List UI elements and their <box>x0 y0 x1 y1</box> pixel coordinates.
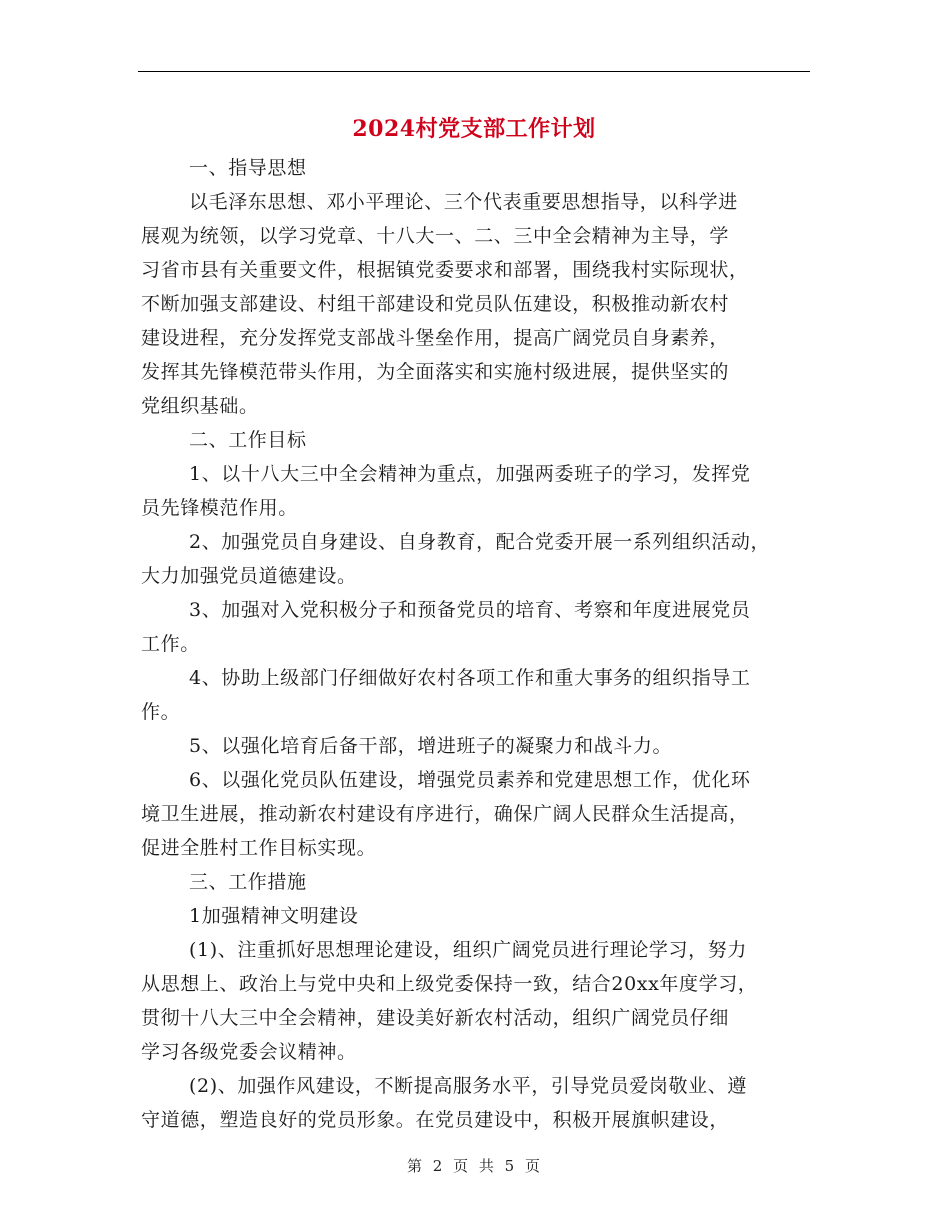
text-line: 习省市县有关重要文件，根据镇党委要求和部署，围绕我村实际现状， <box>141 259 749 281</box>
text-line: 贯彻十八大三中全会精神，建设美好新农村活动，组织广阔党员仔细 <box>141 1007 730 1029</box>
text-line: 建设进程，充分发挥党支部战斗堡垒作用，提高广阔党员自身素养， <box>141 327 730 349</box>
page-number-footer: 第 2 页 共 5 页 <box>407 1157 543 1175</box>
text-line: 作。 <box>141 701 181 723</box>
text-line: 党组织基础。 <box>141 395 259 417</box>
text-line: (2)、加强作风建设，不断提高服务水平，引导党员爱岗敬业、遵 <box>189 1075 747 1097</box>
document-body <box>141 151 811 1137</box>
text-line: (1)、注重抓好思想理论建设，组织广阔党员进行理论学习，努力 <box>189 939 747 961</box>
text-line: 不断加强支部建设、村组干部建设和党员队伍建设，积极推动新农村 <box>141 293 730 315</box>
text-line: 1、以十八大三中全会精神为重点，加强两委班子的学习，发挥党 <box>189 463 751 485</box>
text-line: 以毛泽东思想、邓小平理论、三个代表重要思想指导，以科学进 <box>189 191 738 213</box>
text-line: 境卫生进展，推动新农村建设有序进行，确保广阔人民群众生活提高， <box>141 803 749 825</box>
text-line: 学习各级党委会议精神。 <box>141 1041 357 1063</box>
text-line: 5、以强化培育后备干部，增进班子的凝聚力和战斗力。 <box>189 735 673 757</box>
document-title: 2024村党支部工作计划 <box>352 116 596 142</box>
text-line: 展观为统领，以学习党章、十八大一、二、三中全会精神为主导，学 <box>141 225 730 247</box>
header-rule <box>138 71 810 72</box>
text-line: 大力加强党员道德建设。 <box>141 565 357 587</box>
text-line: 4、协助上级部门仔细做好农村各项工作和重大事务的组织指导工 <box>189 667 751 689</box>
text-line: 促进全胜村工作目标实现。 <box>141 837 377 859</box>
text-line: 二、工作目标 <box>189 429 307 451</box>
text-line: 1加强精神文明建设 <box>189 905 359 927</box>
text-line: 3、加强对入党积极分子和预备党员的培育、考察和年度进展党员 <box>189 599 751 621</box>
text-line: 工作。 <box>141 633 200 655</box>
text-line: 从思想上、政治上与党中央和上级党委保持一致，结合20xx年度学习， <box>141 973 758 995</box>
text-line: 守道德，塑造良好的党员形象。在党员建设中，积极开展旗帜建设， <box>141 1109 730 1131</box>
text-line: 2、加强党员自身建设、自身教育，配合党委开展一系列组织活动， <box>189 531 771 553</box>
text-line: 6、以强化党员队伍建设，增强党员素养和党建思想工作，优化环 <box>189 769 751 791</box>
text-line: 发挥其先锋模范带头作用，为全面落实和实施村级进展，提供坚实的 <box>141 361 730 383</box>
text-line: 一、指导思想 <box>189 157 307 179</box>
text-line: 员先锋模范作用。 <box>141 497 298 519</box>
text-line: 三、工作措施 <box>189 871 307 893</box>
